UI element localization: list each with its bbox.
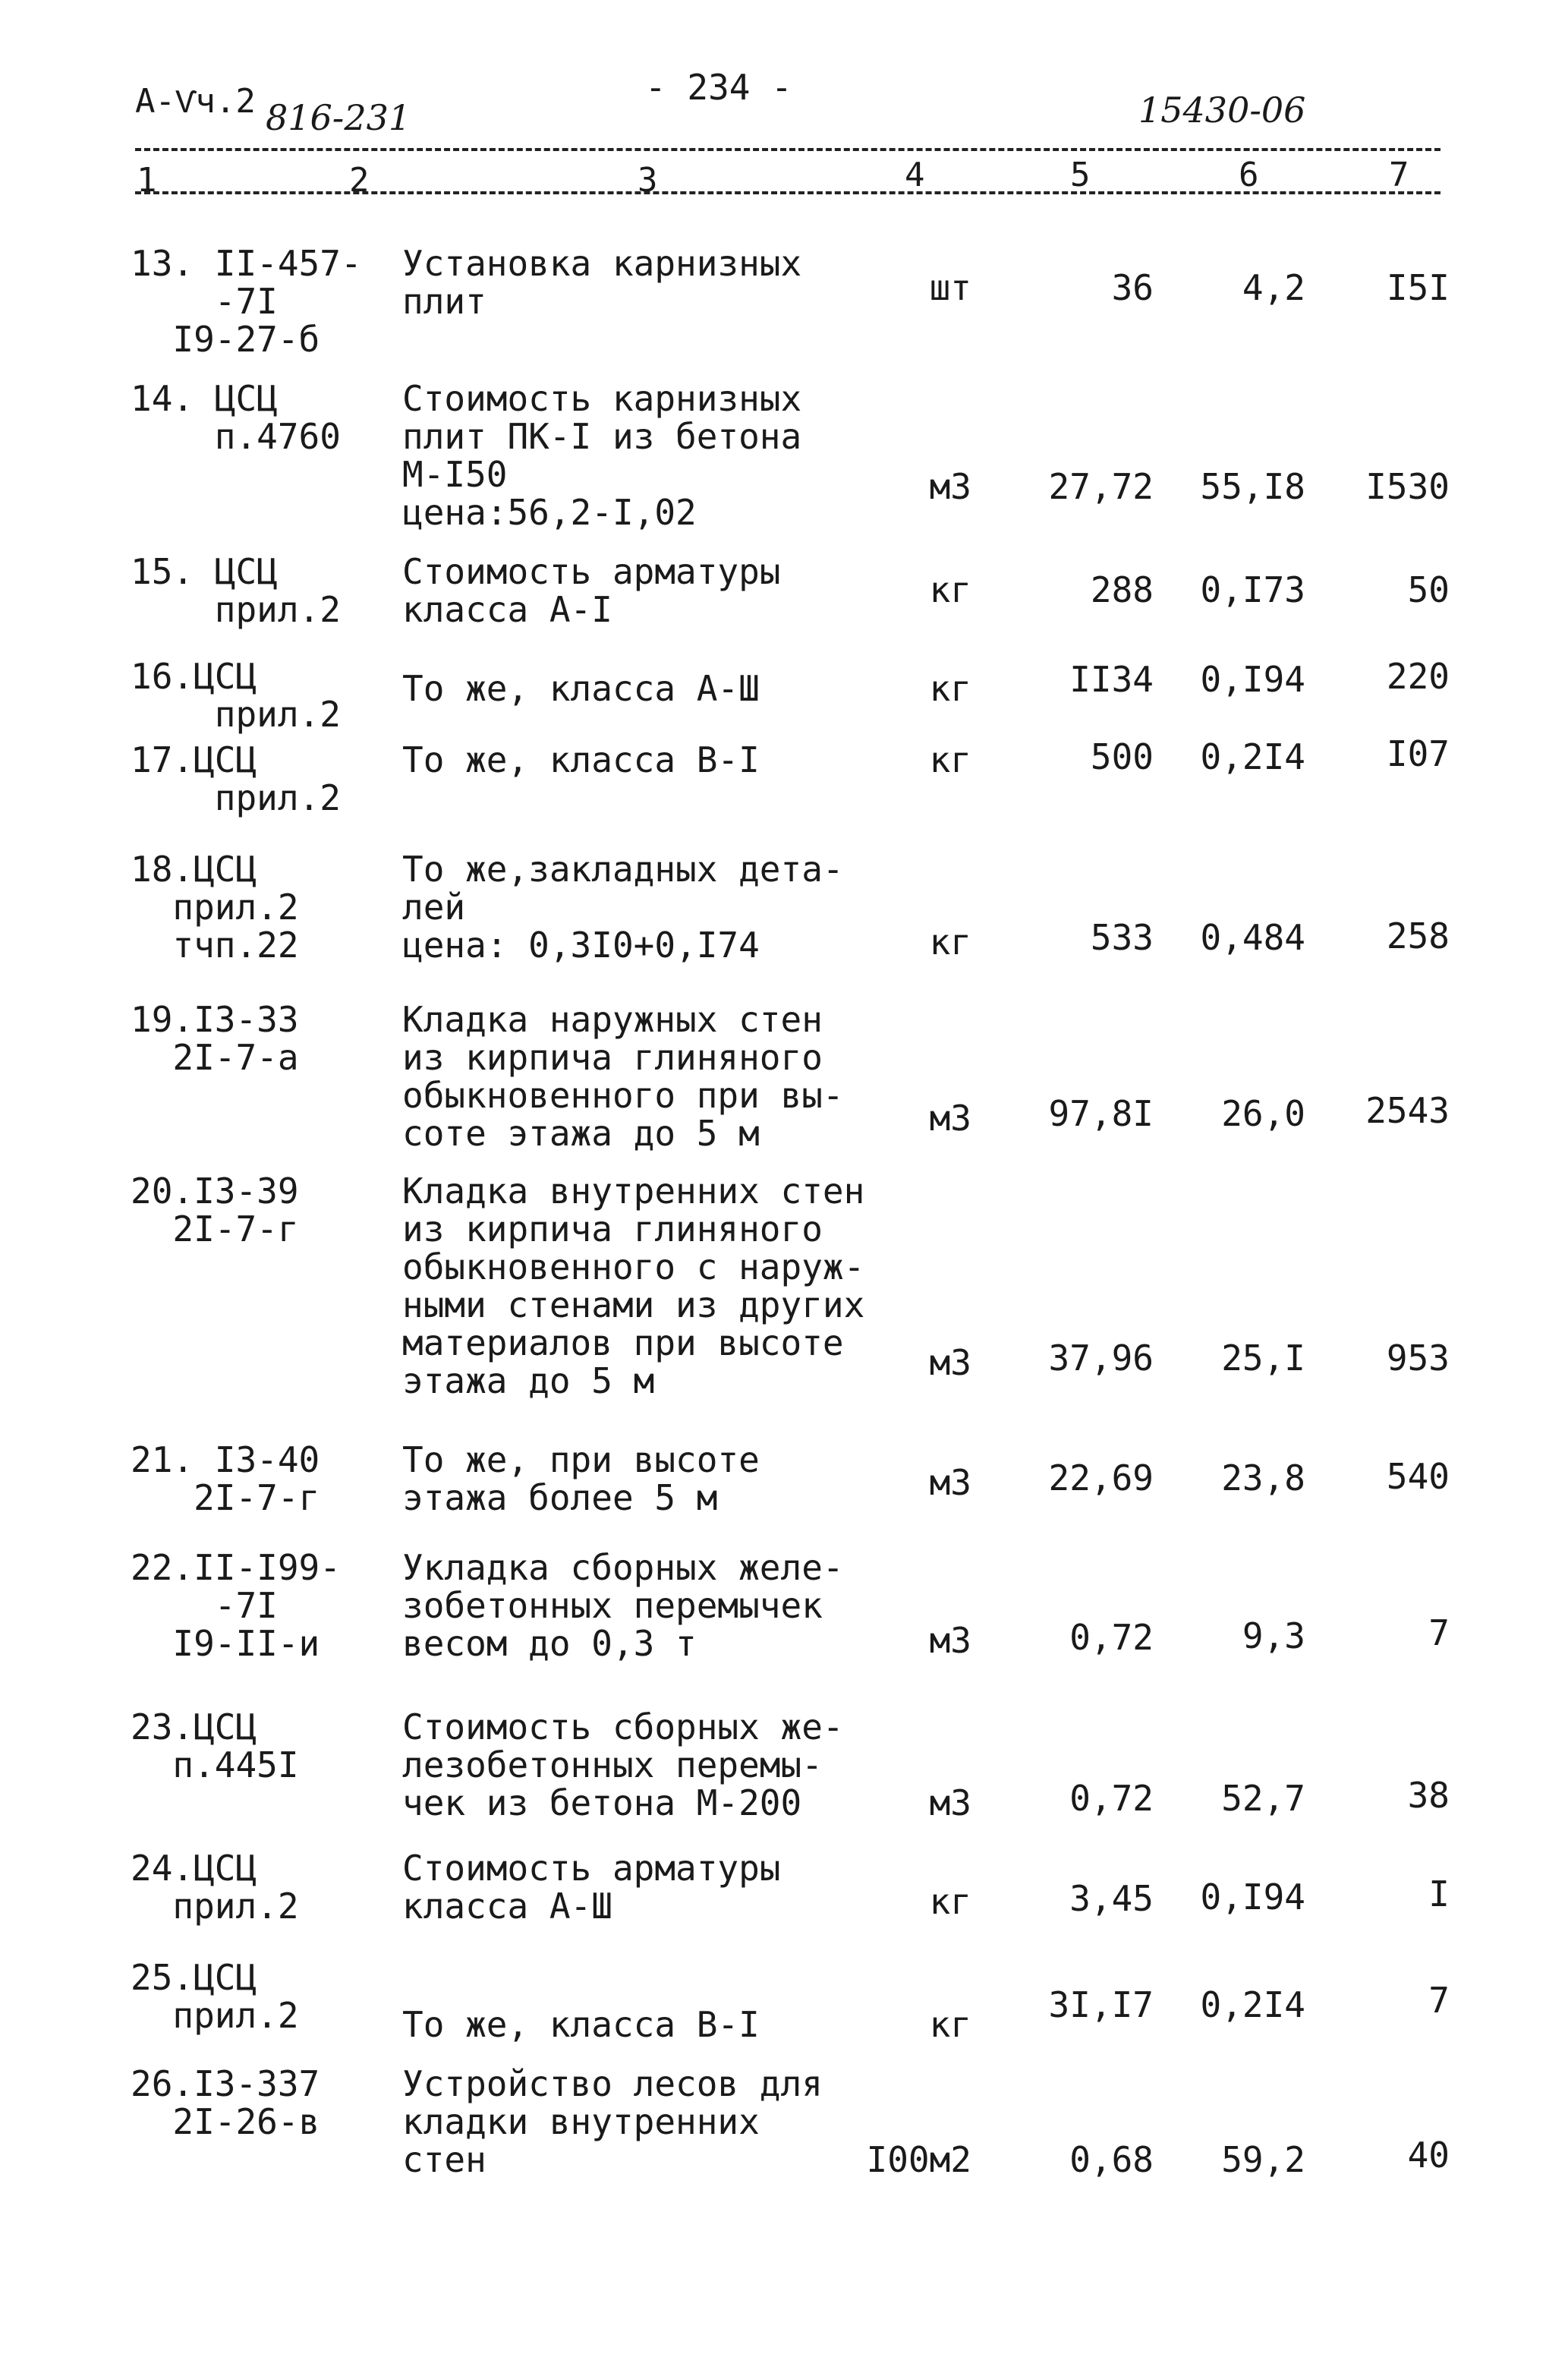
- col-number-2: 2: [349, 161, 370, 200]
- row-description: То же, класса В-I: [402, 2004, 760, 2045]
- header-rule: [135, 148, 1440, 151]
- row-total: 2543: [1365, 1090, 1450, 1131]
- row-description: То же, класса А-Ш: [402, 668, 760, 709]
- row-unit: I00м2: [866, 2139, 971, 2180]
- row-total: I07: [1386, 733, 1450, 774]
- row-quantity: 27,72: [1048, 466, 1154, 507]
- row-code: 14. ЦСЦ п.4760: [131, 378, 341, 457]
- row-total: 7: [1428, 1612, 1450, 1653]
- row-code: 18.ЦСЦ прил.2 тчп.22: [131, 849, 299, 966]
- col-number-3: 3: [638, 161, 658, 200]
- row-unit-price: 0,2I4: [1200, 1984, 1305, 2025]
- row-quantity: 22,69: [1048, 1457, 1154, 1498]
- row-quantity: 3,45: [1069, 1878, 1154, 1919]
- row-quantity: 3I,I7: [1048, 1984, 1154, 2025]
- row-code: 15. ЦСЦ прил.2: [131, 551, 341, 630]
- row-description: Стоимость арматуры класса А-Ш: [402, 1848, 781, 1927]
- row-description: То же, при высоте этажа более 5 м: [402, 1439, 760, 1518]
- col-number-5: 5: [1070, 156, 1091, 194]
- row-code: 23.ЦСЦ п.445I: [131, 1706, 299, 1785]
- row-unit-price: 0,2I4: [1200, 736, 1305, 777]
- doc-code: 816-231: [266, 97, 411, 138]
- row-description: Кладка наружных стен из кирпича глиняного обыкновенного при вы- соте этажа до 5 м: [402, 999, 844, 1154]
- row-unit-price: 0,I94: [1200, 659, 1305, 700]
- row-description: То же, класса В-I: [402, 739, 760, 780]
- col-number-7: 7: [1389, 156, 1409, 194]
- row-quantity: 0,72: [1069, 1617, 1154, 1658]
- row-unit: кг: [929, 1881, 971, 1922]
- row-unit-price: 55,I8: [1200, 466, 1305, 507]
- row-total: 953: [1386, 1338, 1450, 1379]
- row-quantity: 0,72: [1069, 1778, 1154, 1819]
- row-total: 258: [1386, 915, 1450, 956]
- row-total: I: [1428, 1873, 1450, 1914]
- row-unit: кг: [929, 569, 971, 610]
- sheet-ref: А-Ѵч.2: [135, 82, 256, 121]
- row-unit: кг: [929, 2004, 971, 2045]
- row-code: 24.ЦСЦ прил.2: [131, 1848, 299, 1927]
- row-unit: м3: [929, 1782, 971, 1823]
- row-code: 13. II-457- -7I I9-27-б: [131, 243, 362, 360]
- row-total: 40: [1407, 2135, 1450, 2176]
- row-quantity: 500: [1090, 736, 1154, 777]
- row-description: Укладка сборных желе- зобетонных перемычек весом до 0,3 т: [402, 1547, 844, 1664]
- row-unit: кг: [929, 739, 971, 780]
- row-unit-price: 59,2: [1221, 2139, 1305, 2180]
- row-quantity: II34: [1069, 659, 1154, 700]
- row-description: Стоимость карнизных плит ПК-I из бетона М-I50 цена:56,2-I,02: [402, 378, 802, 533]
- row-description: Кладка внутренних стен из кирпича глиняного обыкновенного с наруж- ными стенами из других материалов при высоте этажа до 5 м: [402, 1171, 865, 1401]
- row-quantity: 36: [1111, 267, 1154, 308]
- row-total: I5I: [1386, 267, 1450, 308]
- row-code: 21. I3-40 2I-7-г: [131, 1439, 320, 1518]
- row-code: 19.I3-33 2I-7-а: [131, 999, 299, 1078]
- row-total: 50: [1407, 569, 1450, 610]
- col-number-6: 6: [1239, 156, 1259, 194]
- row-unit-price: 9,3: [1242, 1615, 1305, 1656]
- row-unit-price: 52,7: [1221, 1778, 1305, 1819]
- row-unit-price: 26,0: [1221, 1093, 1305, 1134]
- row-total: 540: [1386, 1456, 1450, 1497]
- row-unit: м3: [929, 1098, 971, 1139]
- row-quantity: 0,68: [1069, 2139, 1154, 2180]
- row-unit-price: 23,8: [1221, 1457, 1305, 1498]
- row-code: 22.II-I99- -7I I9-II-и: [131, 1547, 341, 1664]
- col-number-1: 1: [137, 161, 157, 200]
- row-description: Устройство лесов для кладки внутренних стен: [402, 2063, 823, 2180]
- row-unit: кг: [929, 922, 971, 963]
- row-quantity: 533: [1090, 917, 1154, 958]
- row-unit: м3: [929, 466, 971, 507]
- row-code: 26.I3-337 2I-26-в: [131, 2063, 320, 2142]
- row-total: 38: [1407, 1775, 1450, 1816]
- row-quantity: 97,8I: [1048, 1093, 1154, 1134]
- row-unit-price: 0,I94: [1200, 1877, 1305, 1918]
- row-unit-price: 25,I: [1221, 1338, 1305, 1379]
- row-total: I530: [1365, 466, 1450, 507]
- row-description: Установка карнизных плит: [402, 243, 802, 322]
- row-unit: кг: [929, 668, 971, 709]
- row-unit-price: 0,484: [1200, 917, 1305, 958]
- row-code: 25.ЦСЦ прил.2: [131, 1957, 299, 2036]
- row-description: То же,закладных дета- лей цена: 0,3I0+0,I74: [402, 849, 844, 966]
- row-unit: шт: [929, 267, 971, 308]
- row-description: Стоимость сборных же- лезобетонных перемы- чек из бетона М-200: [402, 1706, 844, 1823]
- page-number: - 234 -: [645, 67, 792, 108]
- row-description: Стоимость арматуры класса А-I: [402, 551, 781, 630]
- row-unit-price: 0,I73: [1200, 569, 1305, 610]
- column-header-rule: [135, 191, 1440, 194]
- row-unit-price: 4,2: [1242, 267, 1305, 308]
- row-unit: м3: [929, 1342, 971, 1383]
- row-unit: м3: [929, 1462, 971, 1503]
- row-code: 17.ЦСЦ прил.2: [131, 739, 341, 818]
- row-code: 16.ЦСЦ прил.2: [131, 656, 341, 735]
- col-number-4: 4: [905, 156, 925, 194]
- row-total: 220: [1386, 656, 1450, 697]
- row-quantity: 37,96: [1048, 1338, 1154, 1379]
- row-unit: м3: [929, 1620, 971, 1661]
- project-number: 15430-06: [1138, 90, 1306, 131]
- row-quantity: 288: [1090, 569, 1154, 610]
- row-code: 20.I3-39 2I-7-г: [131, 1171, 299, 1249]
- row-total: 7: [1428, 1980, 1450, 2021]
